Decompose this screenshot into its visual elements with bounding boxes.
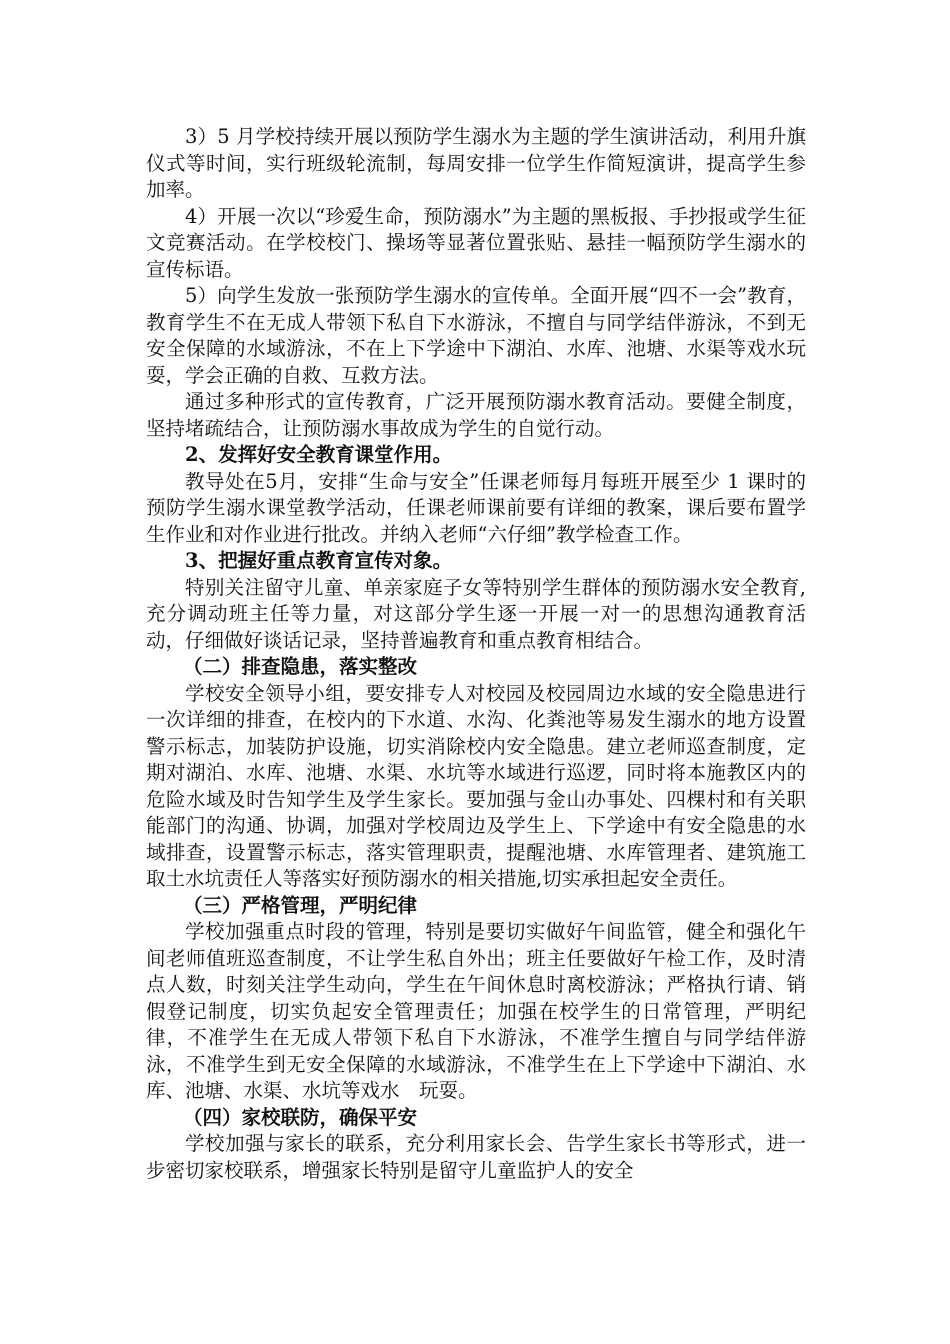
paragraph-key-targets: 特别关注留守儿童、单亲家庭子女等特别学生群体的预防溺水安全教育,充分调动班主任等力量，对这部分学生逐一开展一对一的思想沟通教育活动，仔细做好谈话记录，坚持普遍教育和重点教育相结合。 [146,575,806,652]
subheading-key-targets: 3、把握好重点教育宣传对象。 [185,549,453,572]
subheading-classroom-role: 2、发挥好安全教育课堂作用。 [185,443,453,466]
section-heading-home-school: （四）家校联防，确保平安 [183,1105,418,1129]
paragraph-home-school: 学校加强与家长的联系，充分利用家长会、告学生家长书等形式，进一步密切家校联系，增强家长特别是留守儿童监护人的安全 [146,1132,806,1182]
paragraph-leaflet-education: 5）向学生发放一张预防学生溺水的宣传单。全面开展“四不一会”教育，教育学生不在无成人带领下私自下水游泳，不擅自与同学结伴游泳，不到无安全保障的水域游泳，不在上下学途中下湖泊、水库、池塘、水渠等戏水玩耍，学会正确的自救、互救方法。 [146,284,806,387]
document-body [146,124,806,1184]
paragraph-blackboard-contest: 4）开展一次以“珍爱生命，预防溺水”为主题的黑板报、手抄报或学生征文竞赛活动。在学校校门、操场等显著位置张贴、悬挂一幅预防学生溺水的宣传标语。 [146,204,806,281]
section-heading-strict-management: （三）严格管理，严明纪律 [183,893,418,917]
paragraph-speech-activity: 3）5 月学校持续开展以预防学生溺水为主题的学生演讲活动，利用升旗仪式等时间，实行班级轮流制，每周安排一位学生作简短演讲，提高学生参加率。 [146,125,806,201]
paragraph-strict-management: 学校加强重点时段的管理，特别是要切实做好午间监管，健全和强化午间老师值班巡查制度，不让学生私自外出；班主任要做好午检工作，及时清点人数，时刻关注学生动向，学生在午间休息时离校游泳；严格执行请、销假登记制度，切实负起安全管理责任；加强在校学生的日常管理，严明纪律，不准学生在无成人带领下私自下水游泳，不准学生擅自与同学结伴游泳，不准学生到无安全保障的水域游泳，不准学生在上下学途中下湖泊、水库、池塘、水渠、水坑等戏水 玩耍。 [146,920,806,1102]
paragraph-hazard-check: 学校安全领导小组，要安排专人对校园及校园周边水域的安全隐患进行一次详细的排查，在校内的下水道、水沟、化粪池等易发生溺水的地方设置警示标志，加装防护设施，切实消除校内安全隐患。建立老师巡查制度，定期对湖泊、水库、池塘、水渠、水坑等水域进行巡逻，同时将本施教区内的危险水域及时告知学生及学生家长。要加强与金山办事处、四棵村和有关职能部门的沟通、协调，加强对学校周边及学生上、下学途中有安全隐患的水域排查，设置警示标志，落实管理职责，提醒池塘、水库管理者、建筑施工取土水坑责任人等落实好预防溺水的相关措施,切实承担起安全责任。 [146,681,806,890]
paragraph-classroom-teaching: 教导处在5月，安排“生命与安全”任课老师每月每班开展至少 1 课时的预防学生溺水课堂教学活动，任课老师课前要有详细的教案，课后要布置学生作业和对作业进行批改。并纳入老师“六仔细”教学检查工作。 [146,469,806,546]
section-heading-hazard-check: （二）排查隐患，落实整改 [183,655,418,678]
paragraph-publicity-summary: 通过多种形式的宣传教育，广泛开展预防溺水教育活动。要健全制度，坚持堵疏结合，让预防溺水事故成为学生的自觉行动。 [146,390,806,440]
